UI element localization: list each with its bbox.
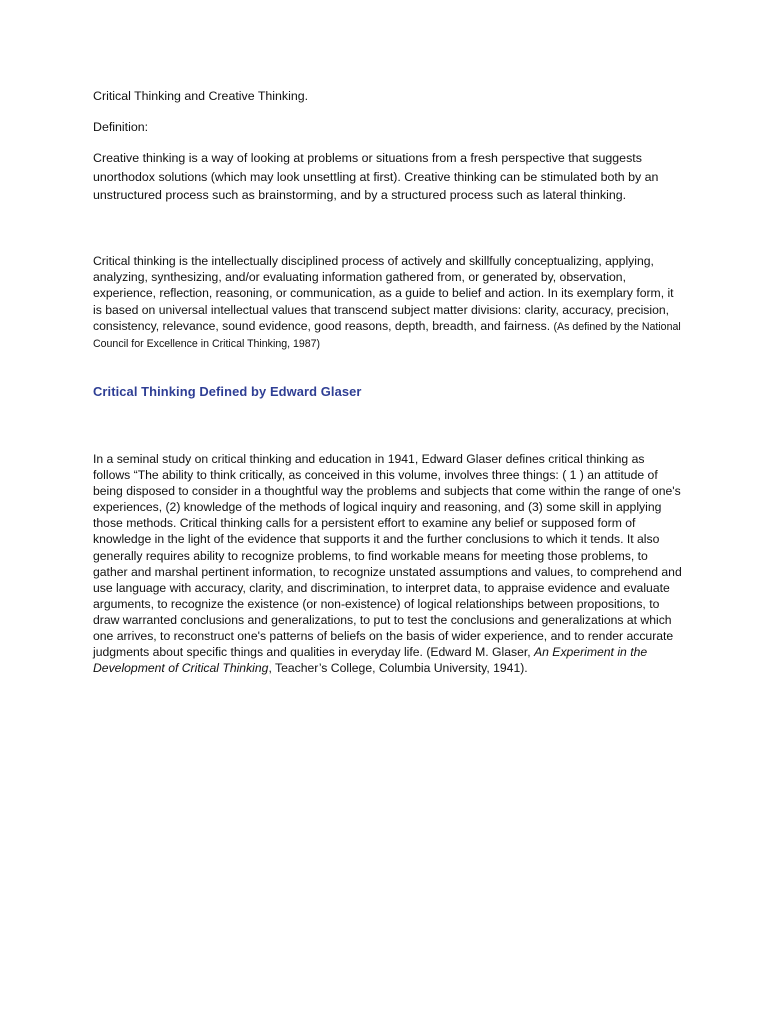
definition-label: Definition:	[93, 120, 149, 134]
critical-thinking-paragraph	[93, 253, 683, 352]
glaser-paragraph	[93, 451, 683, 676]
glaser-paragraph-text: In a seminal study on critical thinking and education in 1941, Edward Glaser defines critical thinking as follows “The ability to think critically, as conceived in this volume, involves three things: ( 1 ) an attitude of being disposed to consider in a thoughtful way the problems and subjects that come within the range of one's experiences, (2) knowledge of the methods of logical inquiry and reasoning, and (3) some skill in applying those methods. Critical thinking calls for a persistent effort to examine any belief or supposed form of knowledge in the light of the evidence that supports it and the further conclusions to which it tends. It also generally requires ability to recognize problems, to find workable means for meeting those problems, to gather and marshal pertinent information, to recognize unstated assumptions and values, to comprehend and use language with accuracy, clarity, and discrimination, to interpret data, to appraise evidence and evaluate arguments, to recognize the existence (or non-existence) of logical relationships between propositions, to draw warranted conclusions and generalizations, to put to test the conclusions and generalizations at which one arrives, to reconstruct one's patterns of beliefs on the basis of wider experience, and to render accurate judgments about specific things and qualities in everyday life. (Edward M. Glaser,	[93, 452, 682, 660]
creative-thinking-paragraph: Creative thinking is a way of looking at problems or situations from a fresh perspective that suggests unorthodox solutions (which may look unsettling at first). Creative thinking can be stimulated both by an unstructured process such as brainstorming, and by a structured process such as lateral thinking.	[93, 151, 659, 203]
glaser-publisher: , Teacher’s College, Columbia University, 1941).	[268, 661, 528, 676]
glaser-section-heading: Critical Thinking Defined by Edward Glaser	[93, 384, 362, 399]
critical-thinking-text: Critical thinking is the intellectually disciplined process of actively and skillfully conceptualizing, applying, analyzing, synthesizing, and/or evaluating information gathered from, or generated by, observation, experience, reflection, reasoning, or communication, as a guide to belief and action. In its exemplary form, it is based on universal intellectual values that transcend subject matter divisions: clarity, accuracy, precision, consistency, relevance, sound evidence, good reasons, depth, breadth, and fairness.	[93, 254, 674, 333]
document-title: Critical Thinking and Creative Thinking.	[93, 89, 309, 103]
critical-thinking-source: (As defined by the National Council for Excellence in Critical Thinking, 1987)	[93, 320, 681, 351]
glaser-book-title: An Experiment in the Development of Critical Thinking	[93, 645, 648, 676]
